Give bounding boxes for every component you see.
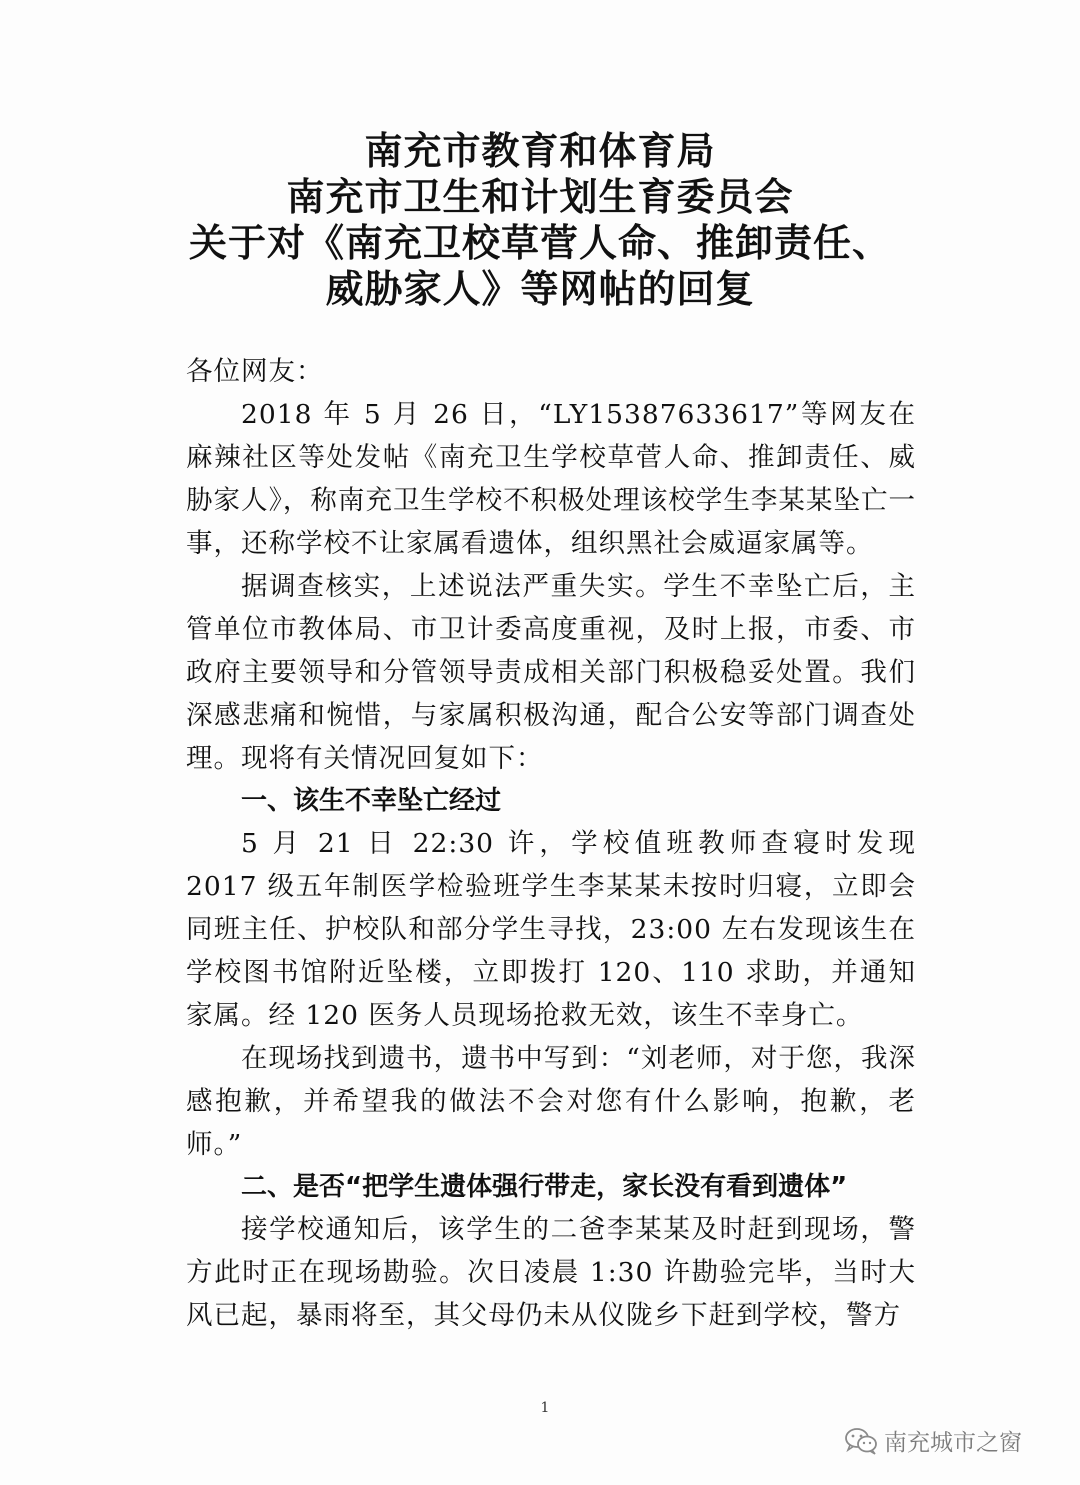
paragraph-incident: 5 月 21 日 22:30 许，学校值班教师查寝时发现 2017 级五年制医学检验班学生李某某未按时归寝，立即会同班主任、护校队和部分学生寻找，23:00 左右发现该生在学校图书馆附近坠楼，立即拨打 120、110 求助，并通知家属。经 120 医务人员现场抢救无效，该生不幸身亡。 <box>186 828 916 1031</box>
section-heading-1: 一、该生不幸坠亡经过 <box>241 786 502 816</box>
page-number: 1 <box>540 1400 550 1416</box>
watermark-text: 南充城市之窗 <box>884 1430 1022 1456</box>
title-line-2: 南充市卫生和计划生育委员会 <box>286 175 794 219</box>
paragraph-intro: 2018 年 5 月 26 日，“LY15387633617”等网友在麻辣社区等处发帖《南充卫生学校草菅人命、推卸责任、威胁家人》，称南充卫生学校不积极处理该校学生李某某坠亡一事，还称学校不让家属看遗体，组织黑社会威逼家属等。 <box>186 399 916 559</box>
title-line-3: 关于对《南充卫校草菅人命、推卸责任、 <box>188 221 891 265</box>
title-line-1: 南充市教育和体育局 <box>364 129 716 173</box>
paragraph-response: 接学校通知后，该学生的二爸李某某及时赶到现场，警方此时正在现场勘验。次日凌晨 1:30 许勘验完毕，当时大风已起，暴雨将至，其父母仍未从仪陇乡下赶到学校，警方 <box>186 1214 916 1331</box>
title-line-4: 威胁家人》等网帖的回复 <box>325 267 755 311</box>
paragraph-investigation: 据调查核实，上述说法严重失实。学生不幸坠亡后，主管单位市教体局、市卫计委高度重视，及时上报，市委、市政府主要领导和分管领导责成相关部门积极稳妥处置。我们深感悲痛和惋惜，与家属积极沟通，配合公安等部门调查处理。现将有关情况回复如下： <box>186 571 916 774</box>
wechat-icon <box>844 1427 878 1455</box>
section-heading-2: 二、是否“把学生遗体强行带走，家长没有看到遗体” <box>241 1172 848 1202</box>
watermark <box>844 1424 1022 1457</box>
salutation: 各位网友： <box>186 356 324 387</box>
paragraph-suicide-note: 在现场找到遗书，遗书中写到：“刘老师，对于您，我深感抱歉，并希望我的做法不会对您有什么影响，抱歉，老师。” <box>186 1043 916 1160</box>
document-body <box>186 350 916 1337</box>
document-title <box>0 128 1080 312</box>
